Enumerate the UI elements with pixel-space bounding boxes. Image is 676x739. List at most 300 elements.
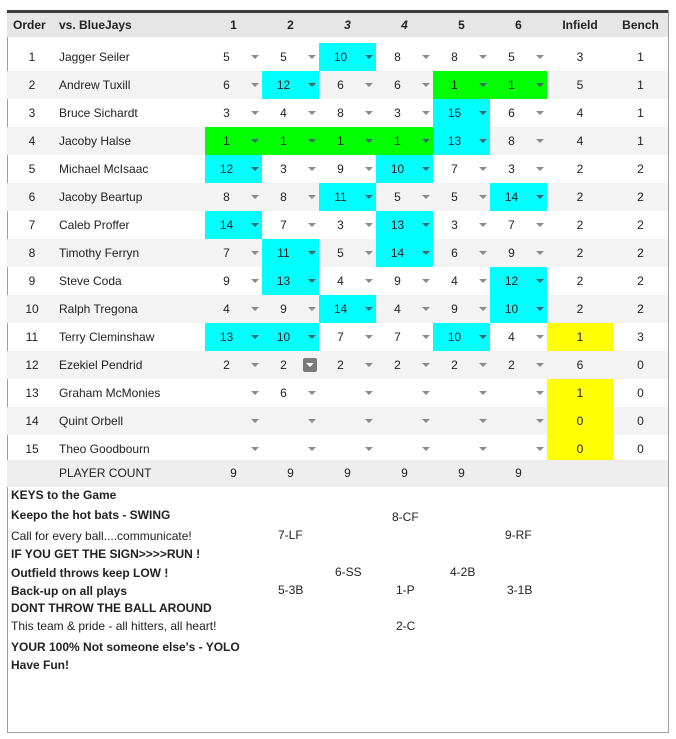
inning-6-position-dropdown[interactable] <box>490 183 547 211</box>
player-count-label: PLAYER COUNT <box>59 466 152 480</box>
key-line-7: DONT THROW THE BALL AROUND <box>11 601 212 615</box>
dropdown-arrow-icon[interactable] <box>251 307 259 311</box>
position-value: 7 <box>451 162 458 176</box>
dropdown-arrow-icon[interactable] <box>251 419 259 423</box>
dropdown-arrow-icon[interactable] <box>536 251 544 255</box>
position-value: 8 <box>223 190 230 204</box>
key-line-5: Outfield throws keep LOW ! <box>11 566 169 580</box>
inning-6-position-dropdown[interactable] <box>490 99 547 127</box>
inning-3-position-dropdown[interactable] <box>319 379 376 407</box>
position-value: 13 <box>219 330 234 344</box>
position-pitcher: 1-P <box>396 583 415 597</box>
position-value: 14 <box>504 190 519 204</box>
dropdown-arrow-icon[interactable] <box>308 111 316 115</box>
inning-6-position-dropdown[interactable] <box>490 71 547 99</box>
dropdown-arrow-icon[interactable] <box>536 391 544 395</box>
inning-2-position-dropdown[interactable] <box>262 351 319 379</box>
inning-3-position-dropdown[interactable] <box>319 127 376 155</box>
dropdown-arrow-icon[interactable] <box>308 167 316 171</box>
inning-1-position-dropdown[interactable] <box>205 127 262 155</box>
position-value: 2 <box>394 358 401 372</box>
bench-count: 2 <box>637 274 644 288</box>
position-value: 1 <box>394 134 401 148</box>
header-inning-6: 6 <box>515 18 522 32</box>
position-value: 8 <box>337 106 344 120</box>
inning-5-position-dropdown[interactable] <box>433 99 490 127</box>
position-value: 14 <box>333 302 348 316</box>
dropdown-arrow-icon[interactable] <box>251 335 259 339</box>
inning-3-position-dropdown[interactable] <box>319 323 376 351</box>
inning-4-position-dropdown[interactable] <box>376 155 433 183</box>
batting-order: 13 <box>25 386 39 400</box>
inning-4-position-dropdown[interactable] <box>376 295 433 323</box>
position-value: 12 <box>276 78 291 92</box>
position-value: 2 <box>280 358 287 372</box>
dropdown-arrow-icon[interactable] <box>251 223 259 227</box>
inning-2-position-dropdown[interactable] <box>262 267 319 295</box>
dropdown-arrow-icon[interactable] <box>308 335 316 339</box>
batting-order: 10 <box>25 302 39 316</box>
inning-1-position-dropdown[interactable] <box>205 295 262 323</box>
position-value: 12 <box>219 162 234 176</box>
dropdown-arrow-icon[interactable] <box>308 279 316 283</box>
position-value: 2 <box>451 358 458 372</box>
inning-5-position-dropdown[interactable] <box>433 127 490 155</box>
dropdown-arrow-icon[interactable] <box>422 111 430 115</box>
inning-5-position-dropdown[interactable] <box>433 295 490 323</box>
dropdown-arrow-icon[interactable] <box>479 447 487 451</box>
inning-2-position-dropdown[interactable] <box>262 155 319 183</box>
inning-1-position-dropdown[interactable] <box>205 407 262 435</box>
player-name: Timothy Ferryn <box>59 246 140 260</box>
player-name: Ralph Tregona <box>59 302 138 316</box>
batting-order: 5 <box>28 162 36 176</box>
dropdown-arrow-icon[interactable] <box>308 391 316 395</box>
position-value: 6 <box>337 78 344 92</box>
position-value: 6 <box>223 78 230 92</box>
inning-5-position-dropdown[interactable] <box>433 267 490 295</box>
position-value: 9 <box>394 274 401 288</box>
inning-6-position-dropdown[interactable] <box>490 407 547 435</box>
position-value: 3 <box>508 162 515 176</box>
infield-count: 4 <box>576 106 584 120</box>
inning-6-position-dropdown[interactable] <box>490 295 547 323</box>
header-inning-3: 3 <box>344 18 351 32</box>
dropdown-arrow-icon[interactable] <box>308 83 316 87</box>
dropdown-arrow-icon[interactable] <box>308 307 316 311</box>
inning-1-position-dropdown[interactable] <box>205 211 262 239</box>
dropdown-arrow-icon[interactable] <box>251 279 259 283</box>
dropdown-arrow-icon[interactable] <box>479 195 487 199</box>
dropdown-arrow-icon[interactable] <box>536 111 544 115</box>
inning-5-position-dropdown[interactable] <box>433 323 490 351</box>
inning-3-position-dropdown[interactable] <box>319 183 376 211</box>
infield-count: 2 <box>576 218 584 232</box>
position-value: 3 <box>451 218 458 232</box>
dropdown-arrow-icon[interactable] <box>251 363 259 367</box>
position-value: 14 <box>219 218 234 232</box>
position-value: 8 <box>451 50 458 64</box>
dropdown-arrow-icon[interactable] <box>422 195 430 199</box>
inning-6-position-dropdown[interactable] <box>490 435 547 463</box>
position-value: 9 <box>337 162 344 176</box>
dropdown-arrow-icon[interactable] <box>479 167 487 171</box>
position-value: 8 <box>508 134 515 148</box>
position-value: 7 <box>508 218 515 232</box>
position-value: 5 <box>337 246 344 260</box>
dropdown-arrow-icon[interactable] <box>479 307 487 311</box>
position-shortstop: 6-SS <box>335 565 362 579</box>
dropdown-arrow-icon[interactable] <box>479 111 487 115</box>
inning-6-position-dropdown[interactable] <box>490 323 547 351</box>
inning-4-position-dropdown[interactable] <box>376 239 433 267</box>
inning-2-position-dropdown[interactable] <box>262 435 319 463</box>
inning-4-position-dropdown[interactable] <box>376 407 433 435</box>
inning-3-position-dropdown[interactable] <box>319 71 376 99</box>
dropdown-arrow-icon[interactable] <box>422 55 430 59</box>
infield-count: 0 <box>547 407 613 435</box>
inning-2-position-dropdown[interactable] <box>262 379 319 407</box>
dropdown-arrow-icon[interactable] <box>365 391 373 395</box>
player-name: Ezekiel Pendrid <box>59 358 143 372</box>
inning-6-position-dropdown[interactable] <box>490 43 547 71</box>
dropdown-arrow-icon[interactable] <box>479 139 487 143</box>
dropdown-arrow-icon[interactable] <box>422 363 430 367</box>
inning-5-position-dropdown[interactable] <box>433 239 490 267</box>
inning-5-position-dropdown[interactable] <box>433 379 490 407</box>
player-row <box>7 295 668 323</box>
position-value: 3 <box>223 106 230 120</box>
inning-1-position-dropdown[interactable] <box>205 323 262 351</box>
inning-2-position-dropdown[interactable] <box>262 43 319 71</box>
dropdown-arrow-icon[interactable] <box>422 279 430 283</box>
infield-count: 0 <box>547 435 613 463</box>
position-value: 5 <box>508 50 515 64</box>
dropdown-arrow-icon[interactable] <box>479 279 487 283</box>
position-value: 13 <box>276 274 291 288</box>
dropdown-arrow-icon[interactable] <box>536 363 544 367</box>
dropdown-arrow-icon[interactable] <box>251 251 259 255</box>
bench-count: 1 <box>637 50 644 64</box>
dropdown-arrow-icon[interactable] <box>251 447 259 451</box>
dropdown-arrow-icon[interactable] <box>479 55 487 59</box>
dropdown-arrow-icon[interactable] <box>536 167 544 171</box>
dropdown-arrow-icon[interactable] <box>365 167 373 171</box>
dropdown-arrow-icon[interactable] <box>251 139 259 143</box>
header-order: Order <box>13 18 46 32</box>
lineup-sheet <box>7 10 669 733</box>
dropdown-arrow-icon[interactable] <box>365 83 373 87</box>
key-line-9: YOUR 100% Not someone else's - YOLO <box>11 640 240 654</box>
key-line-3: Call for every ball....communicate! <box>11 529 192 543</box>
inning-5-position-dropdown[interactable] <box>433 211 490 239</box>
bench-count: 0 <box>637 386 644 400</box>
inning-6-position-dropdown[interactable] <box>490 267 547 295</box>
dropdown-arrow-icon[interactable] <box>308 55 316 59</box>
position-value: 1 <box>280 134 287 148</box>
dropdown-arrow-icon[interactable] <box>251 83 259 87</box>
position-value: 5 <box>280 50 287 64</box>
inning-3-position-dropdown[interactable] <box>319 211 376 239</box>
inning-5-position-dropdown[interactable] <box>433 407 490 435</box>
inning-2-position-dropdown[interactable] <box>262 323 319 351</box>
inning-4-position-dropdown[interactable] <box>376 71 433 99</box>
inning-4-position-dropdown[interactable] <box>376 127 433 155</box>
dropdown-arrow-icon[interactable] <box>308 223 316 227</box>
dropdown-arrow-icon[interactable] <box>365 335 373 339</box>
dropdown-arrow-icon[interactable] <box>308 195 316 199</box>
inning-1-position-dropdown[interactable] <box>205 43 262 71</box>
player-count-inning-2: 9 <box>287 466 294 480</box>
inning-3-position-dropdown[interactable] <box>319 99 376 127</box>
inning-4-position-dropdown[interactable] <box>376 211 433 239</box>
bench-count: 0 <box>637 414 644 428</box>
dropdown-arrow-icon[interactable] <box>536 335 544 339</box>
inning-3-position-dropdown[interactable] <box>319 267 376 295</box>
player-count-inning-1: 9 <box>230 466 237 480</box>
key-line-2: Keepo the hot bats - SWING <box>11 508 171 522</box>
inning-1-position-dropdown[interactable] <box>205 267 262 295</box>
player-row <box>7 71 668 99</box>
batting-order: 15 <box>25 442 39 456</box>
dropdown-arrow-icon[interactable] <box>422 83 430 87</box>
batting-order: 12 <box>25 358 39 372</box>
position-value: 15 <box>447 106 462 120</box>
dropdown-arrow-icon[interactable] <box>308 139 316 143</box>
dropdown-arrow-icon[interactable] <box>365 195 373 199</box>
player-name: Jacoby Halse <box>59 134 132 148</box>
position-value: 3 <box>280 162 287 176</box>
position-value: 3 <box>394 106 401 120</box>
dropdown-arrow-icon[interactable] <box>479 391 487 395</box>
player-row <box>7 211 668 239</box>
dropdown-arrow-icon[interactable] <box>308 251 316 255</box>
player-name: Theo Goodbourn <box>59 442 150 456</box>
dropdown-arrow-icon[interactable] <box>365 279 373 283</box>
inning-4-position-dropdown[interactable] <box>376 379 433 407</box>
inning-1-position-dropdown[interactable] <box>205 99 262 127</box>
inning-1-position-dropdown[interactable] <box>205 183 262 211</box>
position-value: 14 <box>390 246 405 260</box>
dropdown-arrow-icon[interactable] <box>251 55 259 59</box>
dropdown-arrow-icon[interactable] <box>308 419 316 423</box>
inning-5-position-dropdown[interactable] <box>433 351 490 379</box>
dropdown-arrow-icon[interactable] <box>479 363 487 367</box>
batting-order: 1 <box>28 50 36 64</box>
inning-2-position-dropdown[interactable] <box>262 183 319 211</box>
dropdown-arrow-icon[interactable] <box>422 139 430 143</box>
dropdown-arrow-icon[interactable] <box>536 55 544 59</box>
dropdown-arrow-icon[interactable] <box>365 251 373 255</box>
dropdown-arrow-icon[interactable] <box>365 139 373 143</box>
player-count-row <box>7 460 668 487</box>
dropdown-arrow-icon[interactable] <box>308 447 316 451</box>
player-row <box>7 351 668 379</box>
bench-count: 0 <box>637 358 644 372</box>
dropdown-arrow-icon[interactable] <box>479 223 487 227</box>
inning-1-position-dropdown[interactable] <box>205 71 262 99</box>
dropdown-arrow-icon[interactable] <box>422 251 430 255</box>
position-value: 2 <box>223 358 230 372</box>
key-line-6: Back-up on all plays <box>11 584 128 598</box>
position-value: 10 <box>333 50 348 64</box>
position-second-base: 4-2B <box>450 565 476 579</box>
inning-2-position-dropdown[interactable] <box>262 127 319 155</box>
position-value: 7 <box>337 330 344 344</box>
key-line-8: This team & pride - all hitters, all heart! <box>11 619 217 633</box>
inning-3-position-dropdown[interactable] <box>319 43 376 71</box>
position-value: 11 <box>334 190 347 204</box>
dropdown-arrow-icon[interactable] <box>251 167 259 171</box>
dropdown-arrow-icon[interactable] <box>365 307 373 311</box>
dropdown-arrow-icon[interactable] <box>536 307 544 311</box>
infield-count: 1 <box>547 379 613 407</box>
bench-count: 1 <box>637 78 644 92</box>
player-count-inning-6: 9 <box>515 466 522 480</box>
dropdown-arrow-icon[interactable] <box>536 447 544 451</box>
dropdown-arrow-icon[interactable] <box>479 251 487 255</box>
bench-count: 2 <box>637 190 644 204</box>
inning-3-position-dropdown[interactable] <box>319 239 376 267</box>
dropdown-arrow-icon[interactable] <box>479 335 487 339</box>
inning-1-position-dropdown[interactable] <box>205 239 262 267</box>
inning-6-position-dropdown[interactable] <box>490 127 547 155</box>
inning-2-position-dropdown[interactable] <box>262 211 319 239</box>
dropdown-arrow-icon[interactable] <box>251 111 259 115</box>
dropdown-arrow-icon[interactable] <box>365 55 373 59</box>
player-row <box>7 99 668 127</box>
player-name: Bruce Sichardt <box>59 106 138 120</box>
dropdown-arrow-icon[interactable] <box>251 195 259 199</box>
position-value: 6 <box>394 78 401 92</box>
inning-4-position-dropdown[interactable] <box>376 323 433 351</box>
inning-4-position-dropdown[interactable] <box>376 99 433 127</box>
player-row <box>7 239 668 267</box>
position-third-base: 5-3B <box>278 583 304 597</box>
bench-count: 1 <box>637 106 644 120</box>
batting-order: 14 <box>25 414 39 428</box>
inning-5-position-dropdown[interactable] <box>433 155 490 183</box>
dropdown-arrow-icon[interactable] <box>365 447 373 451</box>
inning-2-position-dropdown[interactable] <box>262 71 319 99</box>
inning-6-position-dropdown[interactable] <box>490 379 547 407</box>
inning-2-position-dropdown[interactable] <box>262 295 319 323</box>
dropdown-arrow-icon[interactable] <box>536 195 544 199</box>
dropdown-arrow-icon[interactable] <box>422 391 430 395</box>
header-opponent: vs. BlueJays <box>59 18 132 32</box>
position-value: 10 <box>276 330 291 344</box>
position-value: 8 <box>394 50 401 64</box>
inning-4-position-dropdown[interactable] <box>376 43 433 71</box>
player-row <box>7 267 668 295</box>
dropdown-arrow-icon[interactable] <box>536 139 544 143</box>
position-value: 9 <box>451 302 458 316</box>
dropdown-arrow-icon[interactable] <box>536 279 544 283</box>
inning-3-position-dropdown[interactable] <box>319 407 376 435</box>
inning-6-position-dropdown[interactable] <box>490 211 547 239</box>
position-value: 3 <box>337 218 344 232</box>
player-name: Caleb Proffer <box>59 218 130 232</box>
position-right-field: 9-RF <box>505 528 532 542</box>
position-value: 6 <box>451 246 458 260</box>
position-value: 5 <box>394 190 401 204</box>
dropdown-arrow-icon[interactable] <box>422 167 430 171</box>
position-value: 12 <box>504 274 519 288</box>
inning-1-position-dropdown[interactable] <box>205 379 262 407</box>
dropdown-arrow-icon[interactable] <box>422 335 430 339</box>
dropdown-arrow-icon[interactable] <box>536 223 544 227</box>
position-value: 4 <box>508 330 515 344</box>
dropdown-arrow-icon[interactable] <box>422 307 430 311</box>
inning-5-position-dropdown[interactable] <box>433 183 490 211</box>
dropdown-arrow-icon[interactable] <box>365 223 373 227</box>
infield-count: 1 <box>547 323 613 351</box>
header-inning-4: 4 <box>401 18 408 32</box>
batting-order: 2 <box>28 78 36 92</box>
inning-4-position-dropdown[interactable] <box>376 267 433 295</box>
dropdown-arrow-icon[interactable] <box>536 419 544 423</box>
position-value: 2 <box>337 358 344 372</box>
inning-4-position-dropdown[interactable] <box>376 435 433 463</box>
dropdown-arrow-icon[interactable] <box>422 419 430 423</box>
inning-5-position-dropdown[interactable] <box>433 43 490 71</box>
position-value: 10 <box>447 330 462 344</box>
dropdown-arrow-icon[interactable] <box>422 447 430 451</box>
inning-1-position-dropdown[interactable] <box>205 155 262 183</box>
infield-count: 5 <box>576 78 584 92</box>
inning-2-position-dropdown[interactable] <box>262 239 319 267</box>
infield-count: 2 <box>576 162 584 176</box>
dropdown-arrow-icon[interactable] <box>479 419 487 423</box>
inning-3-position-dropdown[interactable] <box>319 351 376 379</box>
inning-6-position-dropdown[interactable] <box>490 155 547 183</box>
inning-2-position-dropdown[interactable] <box>262 407 319 435</box>
dropdown-arrow-icon[interactable] <box>251 391 259 395</box>
player-name: Steve Coda <box>59 274 122 288</box>
inning-2-position-dropdown[interactable] <box>262 99 319 127</box>
player-row <box>7 407 668 435</box>
position-value: 4 <box>280 106 287 120</box>
inning-1-position-dropdown[interactable] <box>205 435 262 463</box>
inning-3-position-dropdown[interactable] <box>319 435 376 463</box>
inning-3-position-dropdown[interactable] <box>319 295 376 323</box>
inning-5-position-dropdown[interactable] <box>433 435 490 463</box>
inning-4-position-dropdown[interactable] <box>376 183 433 211</box>
dropdown-arrow-icon[interactable] <box>536 83 544 87</box>
bench-count: 2 <box>637 218 644 232</box>
batting-order: 11 <box>25 330 39 344</box>
inning-5-position-dropdown[interactable] <box>433 71 490 99</box>
dropdown-arrow-icon[interactable] <box>303 358 317 372</box>
player-row <box>7 379 668 407</box>
dropdown-arrow-icon[interactable] <box>365 111 373 115</box>
batting-order: 8 <box>28 246 36 260</box>
position-value: 10 <box>504 302 519 316</box>
inning-3-position-dropdown[interactable] <box>319 155 376 183</box>
inning-6-position-dropdown[interactable] <box>490 239 547 267</box>
dropdown-arrow-icon[interactable] <box>365 419 373 423</box>
dropdown-arrow-icon[interactable] <box>422 223 430 227</box>
inning-6-position-dropdown[interactable] <box>490 351 547 379</box>
header-bench: Bench <box>622 18 659 32</box>
position-value: 5 <box>451 190 458 204</box>
inning-1-position-dropdown[interactable] <box>205 351 262 379</box>
position-value: 1 <box>223 134 230 148</box>
inning-4-position-dropdown[interactable] <box>376 351 433 379</box>
dropdown-arrow-icon[interactable] <box>365 363 373 367</box>
dropdown-arrow-icon[interactable] <box>479 83 487 87</box>
batting-order: 7 <box>28 218 36 232</box>
